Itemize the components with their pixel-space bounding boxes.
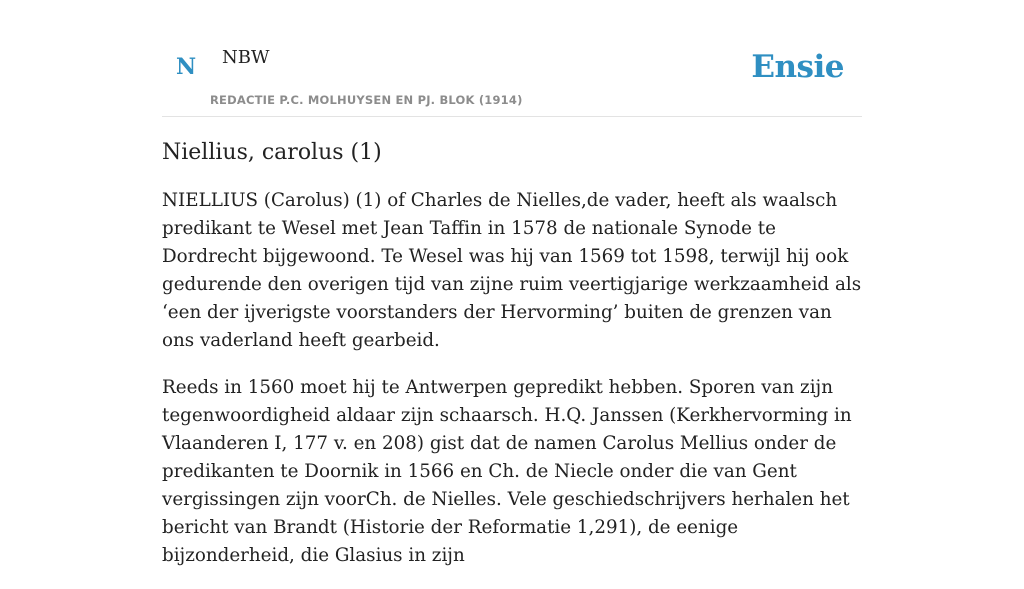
article [162,138,862,589]
article-title: Niellius, carolus (1) [162,140,382,165]
article-paragraph: NIELLIUS (Carolus) (1) of Charles de Nielles,de vader, heeft als waalsch predikant te Wesel met Jean Taffin in 1578 de nationale Synode te Dordrecht bijgewoond. Te Wesel was hij van 1569 tot 1598, terwijl hij ook gedurende den overigen tijd van zijne ruim veertigjarige werkzaamheid als ‘een der ijverigste voorstanders der Hervorming’ buiten de grenzen van ons vaderland heeft gearbeid. [162,189,862,351]
editor-credit: REDACTIE P.C. MOLHUYSEN EN PJ. BLOK (1914) [210,93,523,107]
brand-logo-link[interactable]: Ensie [751,49,844,85]
header [162,0,862,117]
source-name: NBW [222,47,270,68]
source-badge: N [176,54,197,80]
article-paragraph: Reeds in 1560 moet hij te Antwerpen gepredikt hebben. Sporen van zijn tegenwoordigheid aldaar zijn schaarsch. H.Q. Janssen (Kerkhervorming in Vlaanderen I, 177 v. en 208) gist dat de namen Carolus Mellius onder de predikanten te Doornik in 1566 en Ch. de Niecle onder die van Gent vergissingen zijn voorCh. de Nielles. Vele geschiedschrijvers herhalen het bericht van Brandt (Historie der Reformatie 1,291), de eenige bijzonderheid, die Glasius in zijn [162,376,852,566]
